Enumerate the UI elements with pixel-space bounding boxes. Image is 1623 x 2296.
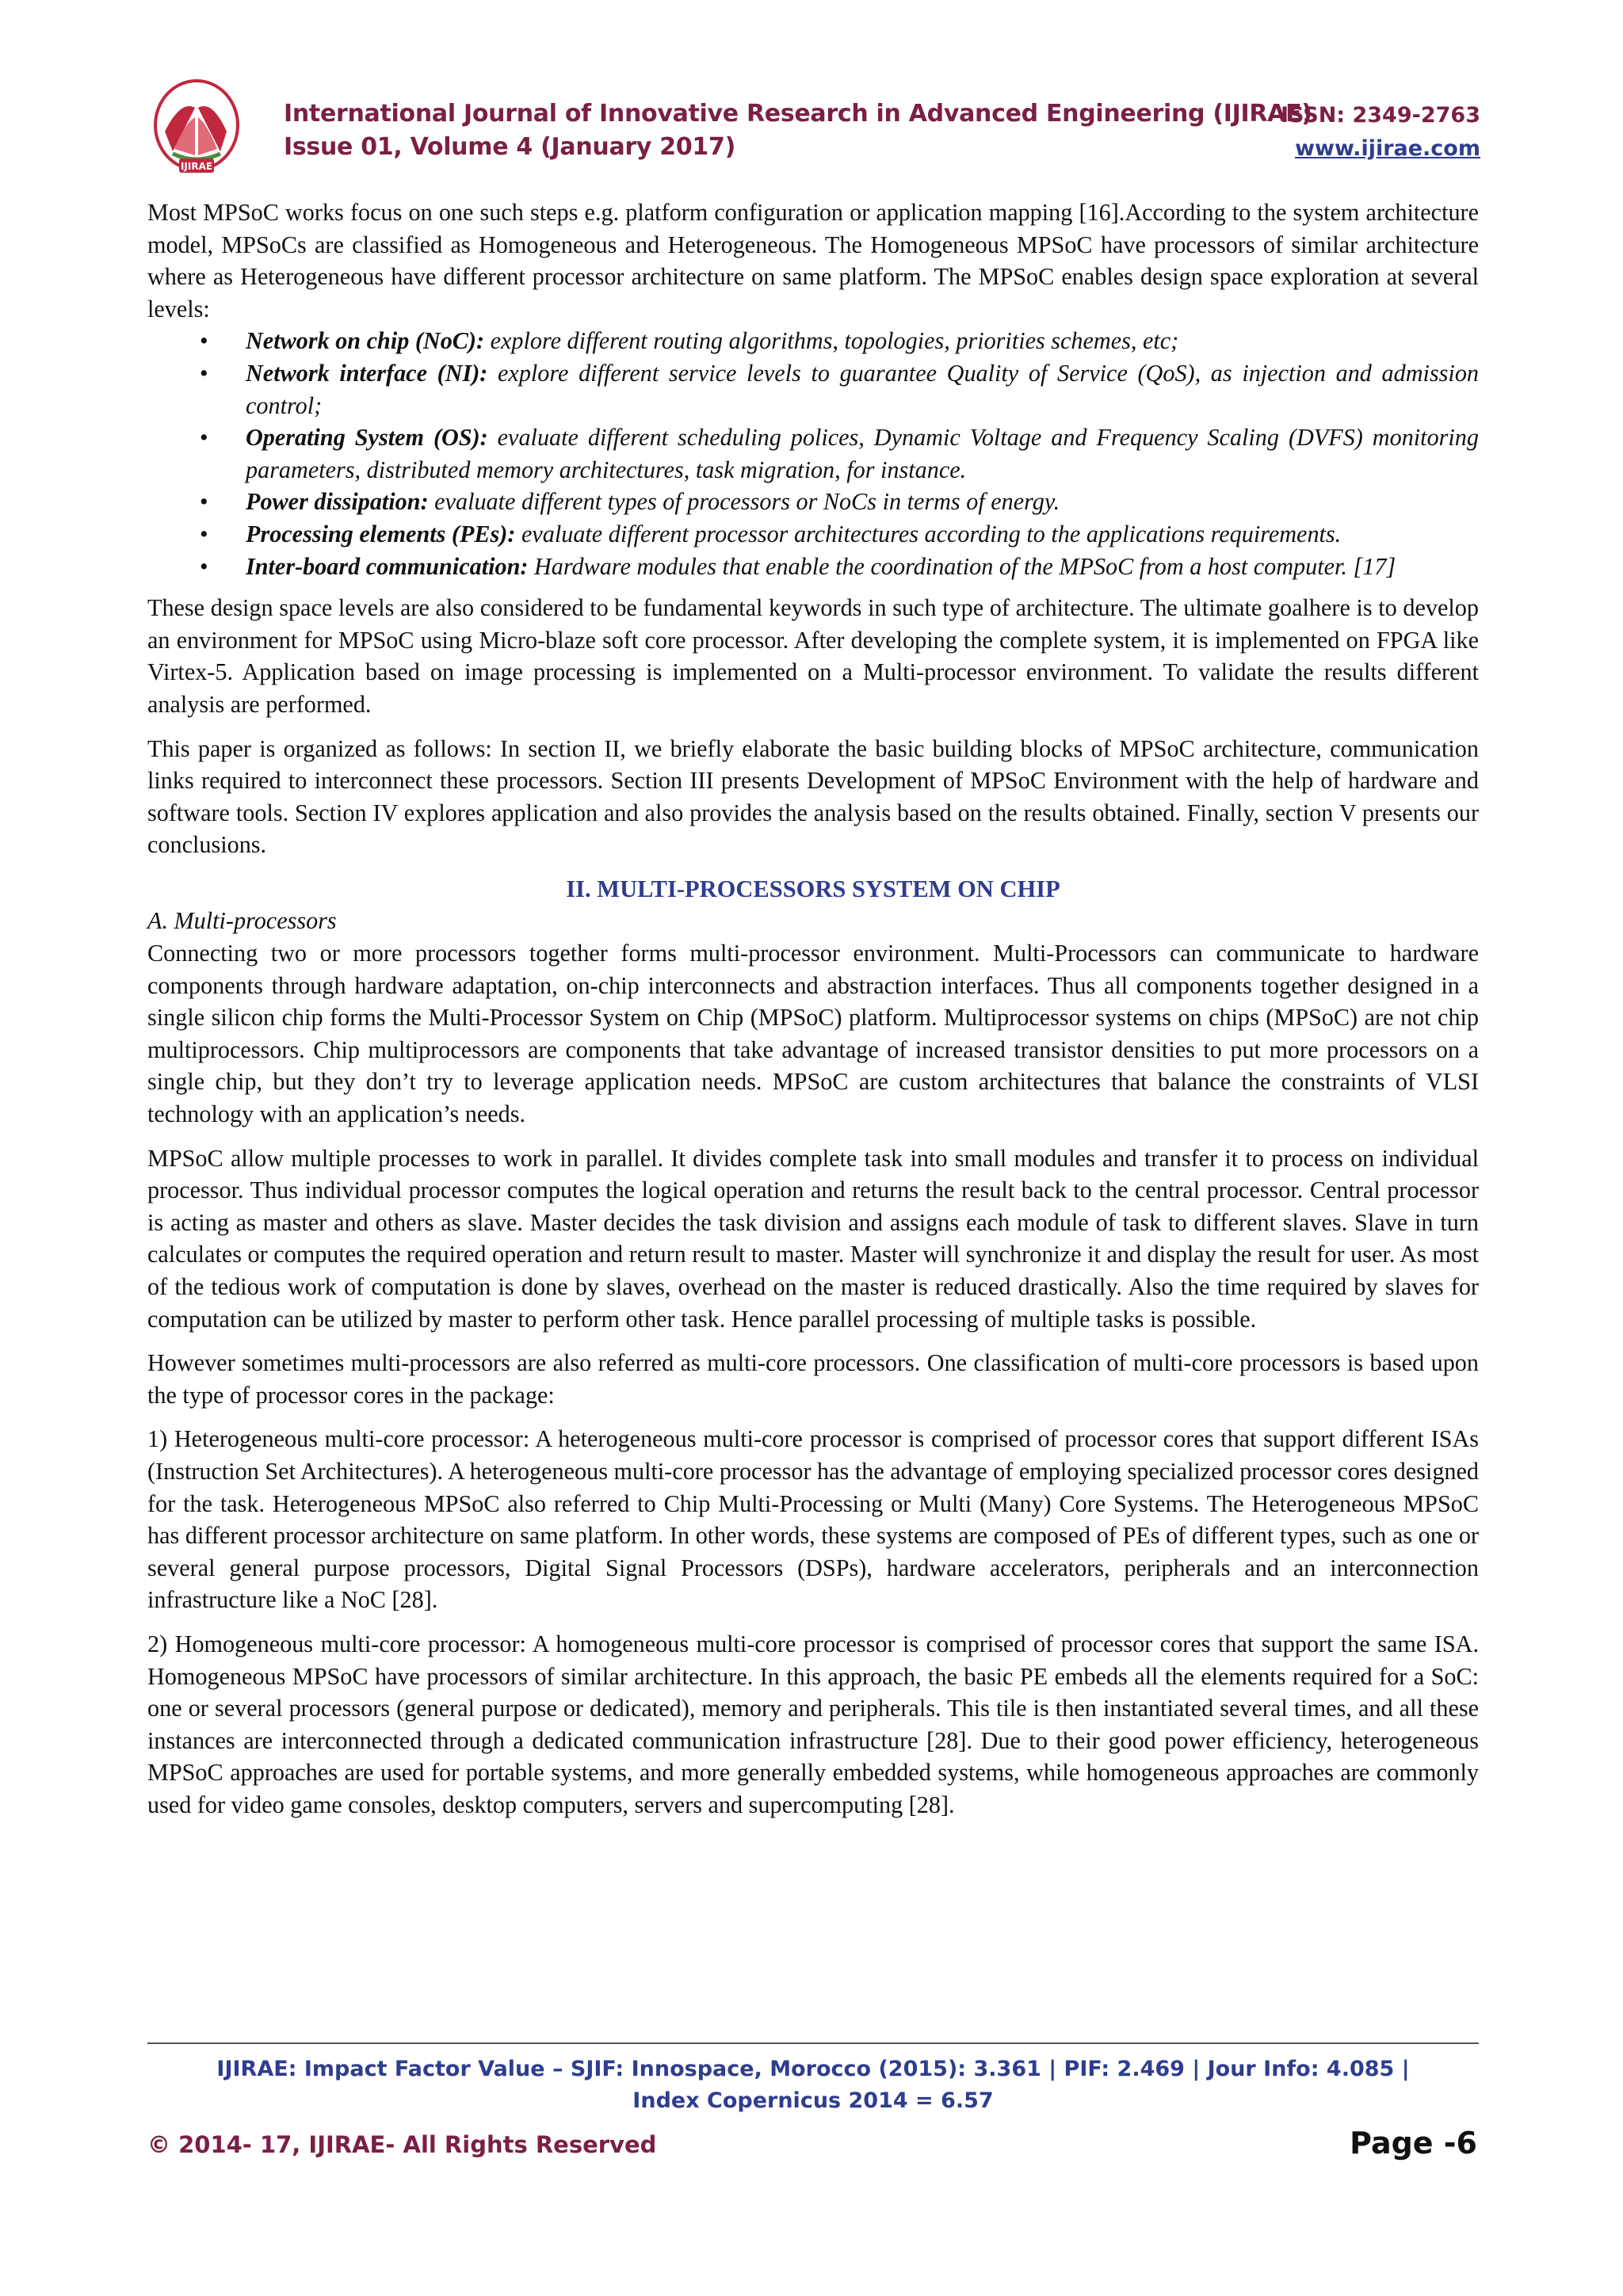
page-number: Page -6	[1350, 2126, 1477, 2161]
issn: ISSN: 2349-2763	[1280, 103, 1480, 128]
footer-impact-factor: IJIRAE: Impact Factor Value – SJIF: Innospace, Morocco (2015): 3.361 | PIF: 2.469 | Jour Info: 4.085 |	[216, 2057, 1410, 2081]
journal-name: International Journal of Innovative Research in Advanced Engineering (IJIRAE)	[284, 100, 1312, 128]
list-item	[246, 551, 1479, 583]
journal-logo	[149, 76, 284, 195]
design-space-levels-list	[147, 325, 1479, 582]
footer-divider	[147, 2042, 1479, 2044]
list-item-term: Processing elements (PEs):	[246, 520, 516, 547]
copyright-notice: © 2014- 17, IJIRAE- All Rights Reserved	[147, 2131, 657, 2158]
list-item	[246, 357, 1479, 421]
list-item-text: evaluate different processor architectures according to the applications requirements.	[515, 520, 1342, 547]
list-item-term: Network interface (NI):	[246, 359, 488, 387]
intro-paragraph: Most MPSoC works focus on one such steps e.g. platform configuration or application mapping [16].According to the system architecture model, MPSoCs are classified as Homogeneous and Heterogeneous. The Homogeneous MPSoC have processors of similar architecture where as Heterogeneous have different processor architecture on same platform. The MPSoC enables design space exploration at several levels:	[147, 199, 1479, 322]
multiprocessors-paragraph-1: Connecting two or more processors together forms multi-processor environment. Multi-Processors can communicate to hardware components through hardware adaptation, on-chip interconnects and abstraction interfaces. Thus all components together designed in a single silicon chip forms the Multi-Processor System on Chip (MPSoC) platform. Multiprocessor systems on chips (MPSoC) are not chip multiprocessors. Chip multiprocessors are components that take advantage of increased transistor densities to put more processors on a single chip, but they don’t try to leverage application needs. MPSoC are custom architectures that balance the constraints of VLSI technology with an application’s needs.	[147, 940, 1479, 1128]
list-item-term: Inter-board communication:	[246, 552, 529, 580]
list-item-text: explore different service levels to guarantee Quality of Service (QoS), as injection and admission control;	[246, 359, 1480, 419]
list-item-term: Operating System (OS):	[246, 424, 488, 452]
list-item-term: Power dissipation:	[246, 488, 429, 516]
list-item-text: evaluate different types of processors or NoCs in terms of energy.	[428, 488, 1060, 516]
article-body	[147, 196, 1479, 1833]
multiprocessors-paragraph-2: MPSoC allow multiple processes to work in parallel. It divides complete task into small modules and transfer it to process on individual processor. Thus individual processor computes the logical operation and returns the result back to the central processor. Central processor is acting as master and others as slave. Master decides the task division and assigns each module of task to different slaves. Slave in turn calculates or computes the required operation and return result to master. Master will synchronize it and display the result for user. As most of the tedious work of computation is done by slaves, overhead on the master is reduced drastically. Also the time required by slaves for computation can be utilized by master to perform other task. Hence parallel processing of multiple tasks is possible.	[147, 1144, 1479, 1333]
list-item-text: Hardware modules that enable the coordination of the MPSoC from a host computer. [17]	[528, 552, 1396, 580]
list-item	[246, 486, 1479, 518]
homogeneous-paragraph: 2) Homogeneous multi-core processor: A homogeneous multi-core processor is comprised of processor cores that support the same ISA. Homogeneous MPSoC have processors of similar architecture. In this approach, the basic PE embeds all the elements required for a SoC: one or several processors (general purpose or dedicated), memory and peripherals. This tile is then instantiated several times, and all these instances are interconnected through a dedicated communication infrastructure [28]. Due to their good power efficiency, heterogeneous MPSoC approaches are used for portable systems, and more generally embedded systems, while homogeneous approaches are commonly used for video game consoles, desktop computers, servers and supercomputing [28].	[147, 1630, 1479, 1818]
footer-index-copernicus: Index Copernicus 2014 = 6.57	[632, 2088, 994, 2113]
list-item-text: evaluate different scheduling polices, Dynamic Voltage and Frequency Scaling (DVFS) monitoring parameters, distributed memory architectures, task migration, for instance.	[246, 424, 1479, 483]
subsection-heading: A. Multi-processors	[147, 907, 337, 935]
list-item-term: Network on chip (NoC):	[246, 327, 485, 355]
list-item-text: explore different routing algorithms, topologies, priorities schemes, etc;	[484, 327, 1179, 355]
multiprocessors-paragraph-3: However sometimes multi-processors are also referred as multi-core processors. One classification of multi-core processors is based upon the type of processor cores in the package:	[147, 1349, 1479, 1409]
design-space-paragraph: These design space levels are also considered to be fundamental keywords in such type of architecture. The ultimate goalhere is to develop an environment for MPSoC using Micro-blaze soft core processor. After developing the complete system, it is implemented on FPGA like Virtex-5. Application based on image processing is implemented on a Multi-processor environment. To validate the results different analysis are performed.	[147, 594, 1479, 718]
list-item	[246, 421, 1479, 486]
journal-website-link[interactable]: www.ijirae.com	[1295, 136, 1480, 161]
organization-paragraph: This paper is organized as follows: In section II, we briefly elaborate the basic building blocks of MPSoC architecture, communication links required to interconnect these processors. Section III presents Development of MPSoC Environment with the help of hardware and software tools. Section IV explores application and also provides the analysis based on the results obtained. Finally, section V presents our conclusions.	[147, 734, 1479, 859]
section-heading: II. MULTI-PROCESSORS SYSTEM ON CHIP	[566, 875, 1060, 902]
heterogeneous-paragraph: 1) Heterogeneous multi-core processor: A heterogeneous multi-core processor is comprised of processor cores that support different ISAs (Instruction Set Architectures). A heterogeneous multi-core processor has the advantage of employing specialized processor cores designed for the task. Heterogeneous MPSoC also referred to Chip Multi-Processing or Multi (Many) Core Systems. The Heterogeneous MPSoC has different processor architecture on same platform. In other words, these systems are composed of PEs of different types, such as one or several general purpose processors, Digital Signal Processors (DSPs), hardware accelerators, peripherals and an interconnection infrastructure like a NoC [28].	[147, 1425, 1479, 1614]
issue-info: Issue 01, Volume 4 (January 2017)	[284, 133, 735, 161]
list-item	[246, 325, 1479, 357]
journal-header	[149, 71, 1480, 172]
logo-text: IJIRAE	[180, 161, 213, 172]
list-item	[246, 518, 1479, 551]
